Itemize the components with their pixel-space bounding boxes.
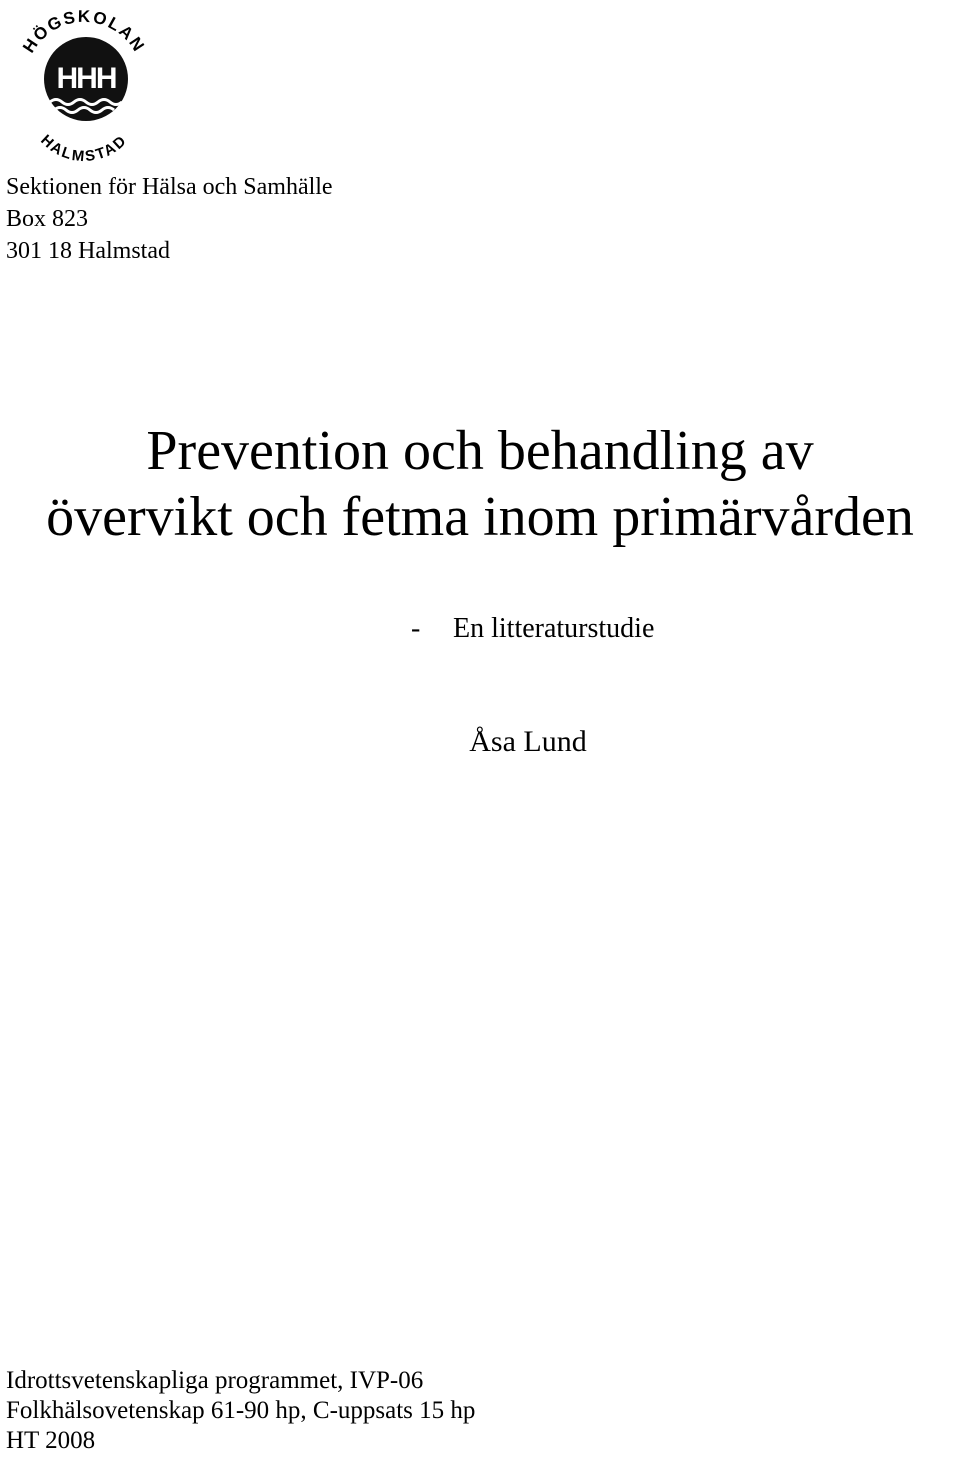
address-department: Sektionen för Hälsa och Samhälle xyxy=(6,174,333,200)
title-line-1: Prevention och behandling av xyxy=(146,420,814,482)
address-block xyxy=(6,171,333,267)
subtitle-dash: - xyxy=(411,613,421,644)
footer-program: Idrottsvetenskapliga programmet, IVP-06 xyxy=(6,1367,424,1394)
footer-term: HT 2008 xyxy=(6,1427,96,1454)
address-city: 301 18 Halmstad xyxy=(6,238,170,264)
subtitle-text: En litteraturstudie xyxy=(453,613,655,644)
document-subtitle xyxy=(411,611,654,647)
logo-top-text: HÖGSKOLAN xyxy=(19,6,149,57)
footer-block xyxy=(6,1366,475,1456)
address-box: Box 823 xyxy=(6,206,89,232)
university-logo xyxy=(4,6,164,166)
title-line-2: övervikt och fetma inom primärvården xyxy=(46,486,914,548)
author-name: Åsa Lund xyxy=(469,725,587,758)
logo-bottom-text: HALMSTAD xyxy=(37,131,131,166)
logo-emblem-letters: HHH xyxy=(56,62,116,95)
svg-text:HALMSTAD xyxy=(37,132,130,166)
footer-course: Folkhälsovetenskap 61-90 hp, C-uppsats 15 hp xyxy=(6,1397,476,1424)
document-title xyxy=(0,418,960,550)
